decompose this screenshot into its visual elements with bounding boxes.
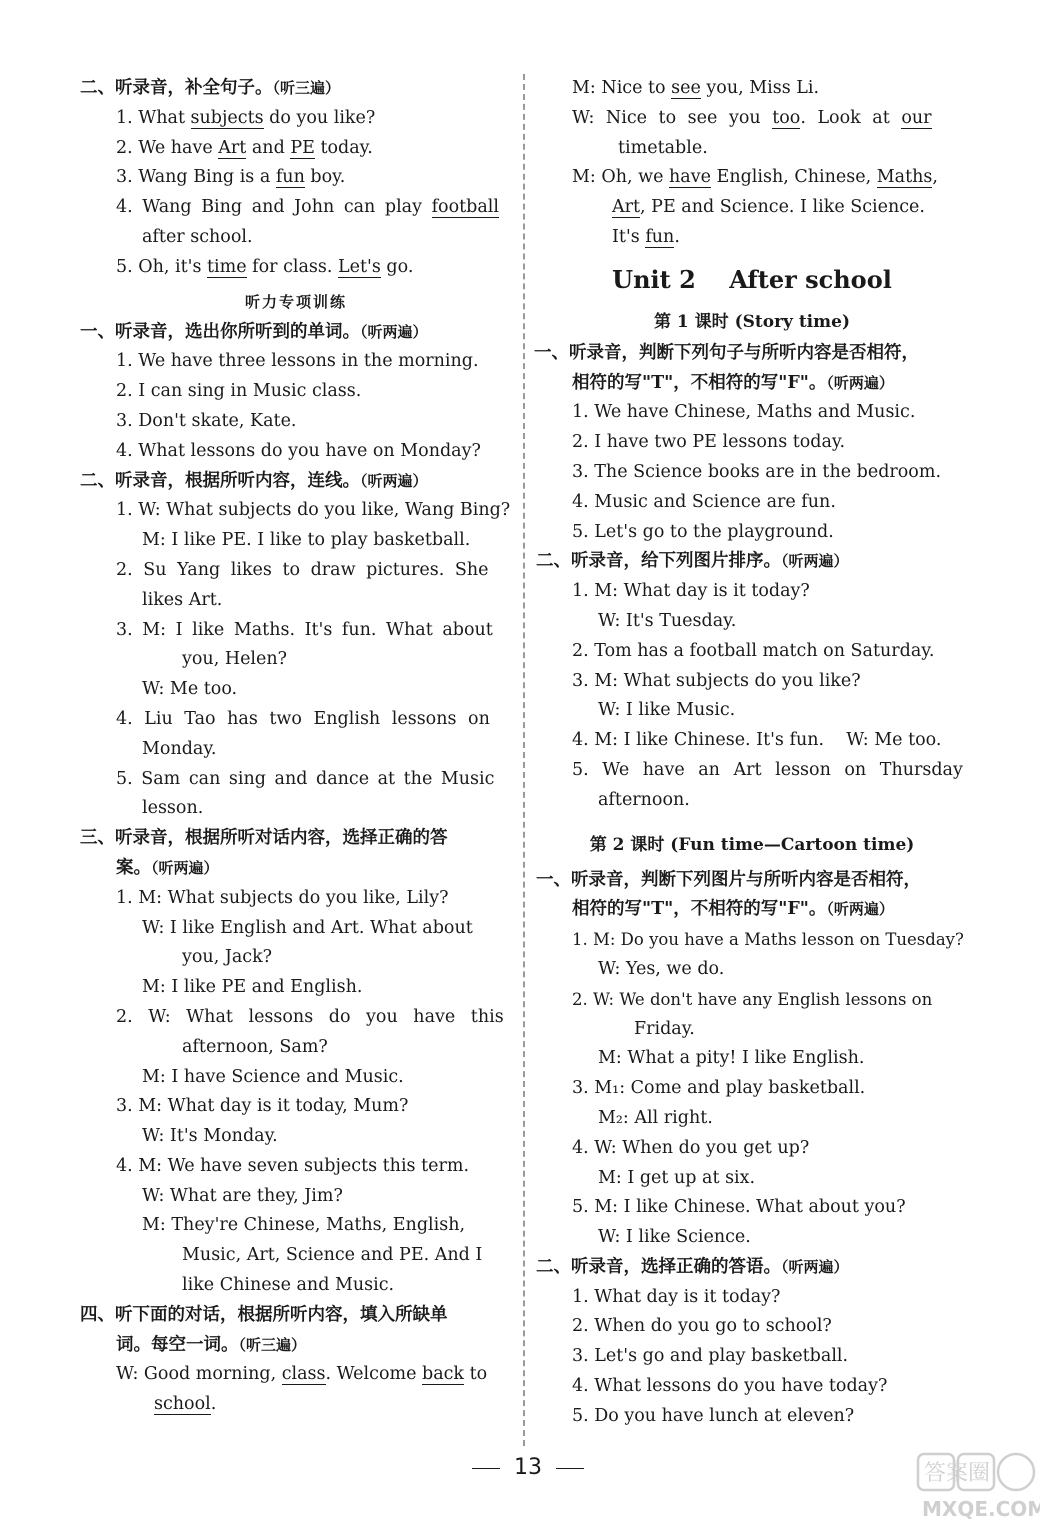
section-heading: 二、听录音，选择正确的答语。（听两遍） <box>536 1256 849 1277</box>
dialog-line: W: Me too. <box>142 679 238 700</box>
watermark-logo <box>910 1450 1040 1524</box>
right-column <box>536 74 968 1432</box>
dialog-line: 3. M: What subjects do you like? <box>572 670 861 691</box>
list-item: 2. I have two PE lessons today. <box>572 432 846 453</box>
dialog-line: 4. M: I like Chinese. It's fun. W: Me too. <box>572 730 942 751</box>
section-heading-continuation: 案。（听两遍） <box>116 857 219 878</box>
dialog-line: M: What a pity! I like English. <box>598 1048 865 1069</box>
list-item: 2. When do you go to school? <box>572 1316 832 1337</box>
dialog-line: W: What are they, Jim? <box>142 1185 343 1206</box>
dialog-line: M: I like PE and English. <box>142 977 363 998</box>
section-heading-continuation: 相符的写"T"，不相符的写"F"。（听两遍） <box>572 899 894 920</box>
dialog-line: W: I like Music. <box>598 700 736 721</box>
watermark-text: 答案圈 <box>924 1461 991 1486</box>
page-number: 13 <box>0 1455 1056 1480</box>
dialog-line: M: I like PE. I like to play basketball. <box>142 530 471 551</box>
dialog-line: 5. M: I like Chinese. What about you? <box>572 1197 906 1218</box>
list-item: 3. Let's go and play basketball. <box>572 1346 849 1367</box>
list-item: 2. I can sing in Music class. <box>116 381 362 402</box>
dialog-line: W: It's Monday. <box>142 1126 278 1147</box>
dialog-line: M: I get up at six. <box>598 1167 756 1188</box>
section-heading: 二、听录音，给下列图片排序。（听两遍） <box>536 551 849 572</box>
dialog-continuation: school. <box>154 1394 217 1415</box>
list-item: 3. The Science books are in the bedroom. <box>572 461 942 482</box>
list-item: 1. We have Chinese, Maths and Music. <box>572 402 916 423</box>
dialog-line: M: They're Chinese, Maths, English, <box>142 1215 466 1236</box>
dialog-continuation: Music, Art, Science and PE. And I <box>182 1245 483 1266</box>
list-item: 5. Do you have lunch at eleven? <box>572 1405 855 1426</box>
list-item-continuation: Monday. <box>142 738 217 759</box>
dialog-continuation: timetable. <box>618 137 708 158</box>
dialog-continuation: you, Helen? <box>182 649 288 670</box>
dialog-line: W: I like Science. <box>598 1227 751 1248</box>
dialog-line: M₂: All right. <box>598 1107 713 1128</box>
sentence-item: 3. Wang Bing is a fun boy. <box>116 167 346 188</box>
list-item: 5. Let's go to the playground. <box>572 521 834 542</box>
watermark-graphic <box>910 1450 1040 1524</box>
dialog-line: 1. M: What day is it today? <box>572 581 810 602</box>
list-item: 4. What lessons do you have on Monday? <box>116 440 481 461</box>
list-item: 4. Music and Science are fun. <box>572 491 836 512</box>
list-item: 1. We have three lessons in the morning. <box>116 351 479 372</box>
section-heading: 一、听录音，判断下列图片与所听内容是否相符， <box>536 869 921 890</box>
dialog-line: W: I like English and Art. What about <box>142 917 473 938</box>
unit-title: Unit 2 After school <box>612 264 892 294</box>
sentence-item: 5. Oh, it's time for class. Let's go. <box>116 256 414 277</box>
sentence-item: 1. What subjects do you like? <box>116 107 376 128</box>
section-heading: 二、听录音，补全句子。（听三遍） <box>80 78 341 98</box>
list-item: 5. Sam can sing and dance at the Music <box>116 768 495 789</box>
dialog-line: 1. W: What subjects do you like, Wang Bing? <box>116 500 511 521</box>
lesson-title: 第 2 课时 (Fun time—Cartoon time) <box>589 834 915 855</box>
dialog-line: 2. W: What lessons do you have this <box>116 1006 504 1027</box>
section-heading-continuation: 词。每空一词。（听三遍） <box>116 1334 307 1355</box>
list-item-continuation: afternoon. <box>598 789 690 810</box>
dialog-line: 2. W: We don't have any English lessons on <box>572 989 933 1009</box>
section-heading: 三、听录音，根据所听对话内容，选择正确的答 <box>80 828 448 849</box>
dialog-continuation: afternoon, Sam? <box>182 1036 328 1057</box>
sentence-item: 4. Wang Bing and John can play football <box>116 197 499 218</box>
dialog-line: 1. M: Do you have a Maths lesson on Tuesday? <box>572 930 964 950</box>
dialog-line: W: Good morning, class. Welcome back to <box>116 1364 488 1385</box>
dialog-line: 3. M: What day is it today, Mum? <box>116 1096 409 1117</box>
section-heading-continuation: 相符的写"T"，不相符的写"F"。（听两遍） <box>572 372 894 393</box>
list-item: 2. Su Yang likes to draw pictures. She <box>116 559 489 580</box>
list-item: 4. What lessons do you have today? <box>572 1376 888 1397</box>
list-item: 2. Tom has a football match on Saturday. <box>572 640 935 661</box>
column-divider <box>523 74 525 1446</box>
dialog-continuation: you, Jack? <box>182 947 273 968</box>
dialog-line: W: Nice to see you too. Look at our <box>572 107 932 128</box>
dialog-line: W: Yes, we do. <box>598 958 725 979</box>
list-item-continuation: likes Art. <box>142 589 223 610</box>
section-heading: 一、听录音，判断下列句子与所听内容是否相符， <box>534 342 919 363</box>
dialog-continuation: like Chinese and Music. <box>182 1275 395 1296</box>
dialog-continuation: Friday. <box>634 1018 695 1039</box>
dialog-continuation: It's fun. <box>612 226 680 247</box>
list-item-continuation: lesson. <box>142 798 204 819</box>
page-number-dash-right <box>556 1468 584 1469</box>
dialog-line: W: It's Tuesday. <box>598 610 737 631</box>
list-item: 3. Don't skate, Kate. <box>116 410 297 431</box>
list-item: 5. We have an Art lesson on Thursday <box>572 759 963 780</box>
dialog-line: M: I have Science and Music. <box>142 1066 404 1087</box>
dialog-line: 3. M₁: Come and play basketball. <box>572 1078 866 1099</box>
sentence-continuation: after school. <box>142 226 253 247</box>
dialog-line: M: Nice to see you, Miss Li. <box>572 78 820 98</box>
sentence-item: 2. We have Art and PE today. <box>116 137 373 158</box>
dialog-line: 4. W: When do you get up? <box>572 1137 810 1158</box>
section-heading: 四、听下面的对话，根据所听内容，填入所缺单 <box>80 1304 448 1325</box>
section-heading: 一、听录音，选出你所听到的单词。（听两遍） <box>80 321 428 342</box>
dialog-continuation: Art, PE and Science. I like Science. <box>612 197 925 218</box>
training-title: 听力专项训练 <box>244 292 347 311</box>
watermark-subtext: MXQE.COM <box>922 1497 1040 1521</box>
list-item: 1. What day is it today? <box>572 1286 781 1307</box>
dialog-line: 1. M: What subjects do you like, Lily? <box>116 887 449 908</box>
dialog-line: 3. M: I like Maths. It's fun. What about <box>116 619 493 640</box>
dialog-line: M: Oh, we have English, Chinese, Maths, <box>572 167 938 188</box>
lesson-title: 第 1 课时 (Story time) <box>653 311 850 332</box>
list-item: 4. Liu Tao has two English lessons on <box>116 708 490 729</box>
page-number-dash-left <box>472 1468 500 1469</box>
dialog-line: 4. M: We have seven subjects this term. <box>116 1155 470 1176</box>
left-column <box>80 74 512 1420</box>
section-heading: 二、听录音，根据所听内容，连线。（听两遍） <box>80 470 428 491</box>
